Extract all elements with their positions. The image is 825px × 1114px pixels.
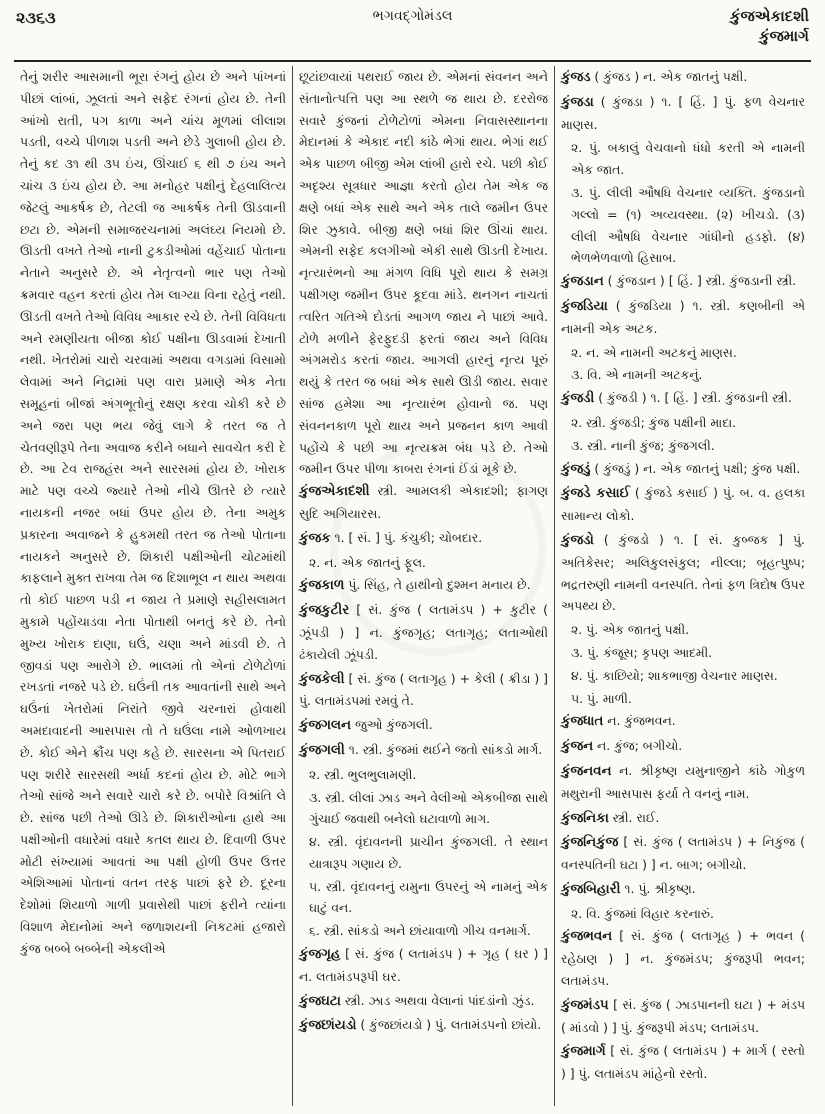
dictionary-entry <box>561 735 805 758</box>
definition: ( કુંજડું ) ન. એક જાતનું પક્ષી; કુંજ પક્ષી. <box>590 460 801 476</box>
sub-sense: ૪. સ્ત્રી. વૃંદાવનની પ્રાચીન કુંજગલી. તે સ્થાન યાત્રારૂપ ગણાય છે. <box>309 834 548 871</box>
headword: કુંજડો <box>561 532 594 548</box>
dictionary-entry <box>561 66 805 89</box>
headword: કુંજડિયા <box>561 298 608 314</box>
header-rule <box>14 60 811 62</box>
sub-sense: ૨. સ્ત્રી. કુંજડી; કુંજ પક્ષીની માદા. <box>571 414 737 430</box>
definition: જુઓ કુંજગલી. <box>351 717 433 733</box>
dictionary-entry <box>561 295 805 340</box>
guide-words <box>730 6 809 46</box>
headword: કુંજઘટા <box>299 993 341 1009</box>
dictionary-entry <box>561 831 805 876</box>
guide-word-last: કુંજમાર્ગ <box>759 27 809 45</box>
sub-sense: ૫. પું. માળી. <box>571 690 632 706</box>
definition: ( કુંજડે કસાઈ ) પું. બ. વ. હલકા સામાન્ય લોકો. <box>561 485 805 524</box>
definition: સ્ત્રી. રાઈ. <box>608 809 660 825</box>
definition: ૧. [ સં. ] પું. કંચુકી; ચોબદાર. <box>330 529 483 545</box>
dictionary-entry <box>561 1040 805 1085</box>
headword: કુંજડી <box>561 391 595 407</box>
headword: કુંજભવન <box>561 929 613 945</box>
headword: કુંજડ <box>561 70 591 85</box>
sub-sense: ૫. સ્ત્રી. વૃંદાવનનું યમુના ઉપરનું એ નામનું એક ઘાટું વન. <box>309 878 548 916</box>
headword: કુંજકુટીર <box>299 603 350 619</box>
sub-sense: ૩. સ્ત્રી. નાની કુંજ; કુંજગલી. <box>571 437 715 453</box>
headword: કુંજમાર્ગ <box>561 1044 606 1060</box>
dictionary-entry <box>299 480 548 525</box>
headword: કુંજનિકુંજ <box>561 835 619 851</box>
dictionary-entry <box>299 527 548 550</box>
definition: સ્ત્રી. ઝાડ અથવા વેલાનાં પાંદડાંનો ઝુંડ. <box>340 992 535 1008</box>
page-header <box>0 0 825 64</box>
headword: કુંજડા <box>561 94 594 110</box>
running-title: ભગવદ્ગોમંડલ <box>372 8 453 24</box>
definition: [ સં. કુંજ ( ઝાડપાનની ઘટા ) + મંડપ ( માંડવો ) ] પું. કુંજરૂપી મંડપ; લતામંડપ. <box>561 996 805 1035</box>
headword: કુંજધાત <box>561 714 604 730</box>
definition: ૧. સ્ત્રી. કુંજમાં થઈને જતો સાંકડો માર્ગ. <box>344 741 543 757</box>
headword: કુંજગલન <box>299 718 351 734</box>
dictionary-entry <box>561 91 805 136</box>
definition: [ સં. કુંજ ( લતામંડપ ) + કુટીર ( ઝૂંપડી ) ] ન. કુંજગૃહ; લતાગૃહ; લતાઓથી ઢંકાયેલી ઝૂંપડી. <box>299 602 548 662</box>
dictionary-entry <box>561 270 805 293</box>
definition: ( કુંજડો ) ૧. [ સં. કુબ્જક ] પું. અતિકેસર; અલિકુલસંકુલ; નીલ્લા; બૃહત્પુષ્પ; ભદ્રતરુણી નામની વનસ્પતિ. તેનાં ફળ ત્રિદોષ ઉપર અપથ્ય છે. <box>561 531 805 614</box>
definition: ૧. પું. શ્રીકૃષ્ણ. <box>620 880 696 896</box>
headword: કુંજનિકા <box>561 810 609 826</box>
sub-sense: ૩. સ્ત્રી. લીલાં ઝાડ અને વેલીઓ એકબીજા સાથે ગુંચાઈ જવાથી બનેલો ઘટાવાળો માગ. <box>309 789 548 827</box>
column-1-paragraph: તેનું શરીર આસમાની ભૂરા રંગનું હોય છે અને પાંખનાં પીછાં લાંબાં, ઝૂલતાં અને સફેદ રંગનાં હોય છે. તેની આંખો રાતી, પગ કાળા અને ચાંચ મૂળમાં લીલાશ પડતી, વચ્ચે પીળાશ પડતી અને છેડે ગુલાબી હોય છે. તેનું કદ ૩૧ થી ૩૫ ઇંચ, ઊંચાઈ ૬ થી ૭ ઇંચ અને ચાંચ ૩ ઇંચ હોય છે. આ મનોહર પક્ષીનું દેહલાલિત્ય જેટલું આકર્ષક છે, તેટલી જ આકર્ષક તેની ઊડવાની છટા છે. એમની સમાજરચનામાં અલંઘ્ય નિયમો છે. ઊડતી વખતે તેઓ નાની ટુકડીઓમાં વહેંચાઈ પોતાના નેતાને અનુસરે છે. એ નેતૃત્વનો ભાર પણ તેઓ ક્રમવાર વહન કરતાં હોય તેમ લાગ્યા વિના રહેતું નથી. ઊડતી વખતે તેઓ વિવિધ આકાર રચે છે. તેની વિવિધતા અને રમણીયતા બીજા કોઈ પક્ષીના ઊડવામાં દેખાતી નથી. ખેતરોમાં ચારો ચરવામાં અથવા વગડામાં વિસામો લેવામાં અને નિદ્રામાં પણ વારા પ્રમાણે એક નેતા સમૂહનાં બીજાં અંગભૂતોનું રક્ષણ કરવા ચોકી કરે છે અને જરા પણ ભય જેવું લાગે કે તરત જ તે ચેતવણીરૂપે તેના અવાજ કરીને બધાને સાવચેત કરી દે છે. આ ટેવ રાજહંસ અને સારસમાં હોય છે. ખોરાક માટે પણ વચ્ચે જ્યારે તેઓ નીચે ઊતરે છે ત્યારે નાયકની નજર બધાં ઉપર હોય છે. તેના અમુક પ્રકારના અવાજને કે હુકમથી તરત જ તેઓ પોતાના નાયકને અનુસરે છે. શિકારી પક્ષીઓની ચોટમાંથી કાફલાને મુક્ત રાખવા તેમ જ દિશાભૂલ ન થાય અથવા તો કોઈ પાછળ પડી ન જાય તે પ્રમાણે સહીસલામત મુકામે પહોંચાડવા નેતા પોતાથી બનતું કરે છે. તેનો મુખ્ય ખોરાક દાણા, ઘઉં, ચણા અને માંડવી છે. તે જીવડાં પણ આરોગે છે. ભાલમાં તો એનાં ટોળેટોળાં રખડતાં નજરે પડે છે. ઘઉંની તક આવતાંની સાથે અને ઘઉંનાં ખેતરોમાં નિરાંતે જીવે ચરનારાં હોવાથી અમદાવાદની આસપાસ તો તે ઘઉંલા નામે ઓળખાય છે. કોઈ એને ક્રૌંચ પણ કહે છે. સારસના એ પિતરાઈ પણ શરીરે સારસથી અર્ધા કદનાં હોય છે. મોટે ભાગે તેઓ સાંજે અને સવારે ચારો કરે છે. બપોરે વિશ્રાંતિ લે છે. સાંજ પછી તેઓ ઊડે છે. શિકારીઓના હાથે આ પક્ષીઓની વધારેમાં વધારે કતલ થાય છે. દિવાળી ઉપર મોટી સંખ્યામાં આવતાં આ પક્ષી હોળી ઉપર ઉત્તર એશિઆમાં પોતાનાં વતન તરફ પાછાં ફરે છે. દૂરના દેશોમાં શિયાળો ગાળી પ્રવાસેથી પાછાં ફરીને ત્યાંના વિશાળ મેદાનોમાં અને જળાશયની નિકટમાં હજારો કુંજ બબ્બે બબ્બેની એકલીએ <box>20 69 286 956</box>
sub-sense: ૩. પું. લીલી ઔષધિ વેચનાર વ્યક્તિ. કુંજડાનો ગલ્લો = (૧) અવ્યવસ્થા. (૨) ખીચડો. (૩) લીલી ઔષધિ વેચનાર ગાંધીનો હડફો. (૪) ભેળભેળવાળો હિસાબ. <box>571 184 805 266</box>
definition: [ સં. કુંજ ( લતામંડપ ) + માર્ગ ( રસ્તો ) ] પું. લતામંડપ માંહેનો રસ્તો. <box>561 1043 805 1082</box>
definition: પું. સિંહ, તે હાથીનો દુશ્મન મનાય છે. <box>344 577 531 593</box>
dictionary-entry <box>561 482 805 527</box>
headword: કુંજડાન <box>561 274 604 290</box>
definition: [ સં. કુંજ ( લતાગૃહ ) + ભવન ( રહેઠાણ ) ] ન. કુંજમંડપ; કુંજરૂપી ભવન; લતામંડપ. <box>561 928 805 989</box>
dictionary-entry <box>561 760 805 805</box>
headword: કુંજગલી <box>299 742 345 758</box>
sub-sense: ૨. સ્ત્રી. ભુલભુલામણી. <box>309 766 417 782</box>
definition: [ સં. કુંજ ( લતામંડપ ) + ગૃહ ( ઘર ) ] ન. લતામંડપરૂપી ઘર. <box>299 946 548 984</box>
guide-word-first: કુંજએકાદશી <box>729 7 809 25</box>
definition: ન. કુંજ; બગીચો. <box>593 738 683 754</box>
sub-sense: ૨. પું. બકાલું વેચવાનો ધંધો કરતી એ નામની એક જાત. <box>571 140 805 178</box>
sub-sense: ૬. સ્ત્રી. સાંકડો અને છાંયાવાળો ગીચ વનમાર્ગ. <box>309 923 531 939</box>
dictionary-entry <box>561 807 805 830</box>
definition: ( કુંજડા ) ૧. [ હિં. ] પું. ફળ વેચનાર માણસ. <box>561 93 805 132</box>
definition: ન. શ્રીકૃષ્ણ યમુનાજીને કાંઠે ગોકુળ મથુરાની આસપાસ ફર્યા તે વનનું નામ. <box>561 762 805 801</box>
dictionary-entry <box>561 925 805 991</box>
dictionary-entry <box>299 574 548 597</box>
dictionary-entry <box>299 714 548 737</box>
column-2 <box>292 66 554 1106</box>
definition: [ સં. કુંજ ( લતાગૃહ ) + કેલી ( ક્રીડા ) ] પું. લતામંડપમાં રમવું તે. <box>299 670 548 709</box>
headword: કુંજનવન <box>561 763 612 779</box>
headword: કુંજડું <box>561 461 591 477</box>
dictionary-entry <box>561 529 805 617</box>
definition: ( કુંજડ ) ન. એક જાતનું પક્ષી. <box>590 69 748 84</box>
sub-sense: ૨. વિ. કુંજમાં વિહાર કરનારું. <box>571 905 714 921</box>
definition: ( કુંજડિયા ) ૧. સ્ત્રી. કણબીની એ નામની એક અટક. <box>561 297 805 336</box>
sub-sense: ૨. ન. એક જાતનું ફૂલ. <box>309 554 426 570</box>
definition: ( કુંજછાંયડો ) પું. લતામંડપનો છાંયો. <box>356 1017 542 1033</box>
dictionary-entry <box>299 943 548 988</box>
definition: સ્ત્રી. આમલકી એકાદશી; ફાગણ સુદિ અગિયારસ. <box>299 483 548 521</box>
headword: કુંજબિહારી <box>561 881 621 897</box>
headword: કુંજમંડપ <box>561 997 609 1013</box>
definition: ( કુંજડી ) ૧. [ હિં. ] સ્ત્રી. કુંજડાની સ્ત્રી. <box>594 390 792 406</box>
definition: [ સં. કુંજ ( લતામંડપ ) + નિકુંજ ( વનસ્પતિની ઘટા ) ] ન. બાગ; બગીચો. <box>561 834 805 873</box>
dictionary-entry <box>561 458 805 481</box>
column-2-paragraph: છૂટાંછવાયાં પથરાઈ જાય છે. એમનાં સંવનન અને સંતાનોત્પત્તિ પણ આ સ્થળે જ થાય છે. દરરોજ સવારે કુંજનાં ટોળેટોળાં એમના નિવાસસ્થાનના મેદાનમાં કે એકાદ નદી કાંઠે ભેગાં થાય. ભેગાં થઈ એક પાછળ બીજી એમ લાંબી હારો રચે. પછી કોઈ અદૃશ્ય સૂત્રધાર આજ્ઞા કરતો હોય તેમ એક જ ક્ષણે બધાં એક સાથે અને એક તાલે જમીન ઉપર શિર ઝુકાવે. બીજી ક્ષણે બધાં શિર ઊંચાં થાય. એમની સફેદ કલગીઓ એકી સાથે ઊડતી દેખાય. નૃત્યારંભનો આ મંગળ વિધિ પૂરો થાય કે સમગ્ર પક્ષીગણ જમીન ઉપર કૂદવા માંડે. થનગન નાચતાં ત્વરિત ગતિએ દોડતાં આગળ જાય ને પાછાં આવે. ટોળે મળીને ફેરફુદડી ફરતાં જાય અને વિવિધ અંગમરોડ કરતાં જાય. આગલી હારનું નૃત્ય પૂરું થયું કે તરત જ બધાં એક સાથે ઊડી જાય. સવાર સાંજ હમેશા આ નૃત્યારંભ હોવાનો જ. પણ સંવનનકાળ પૂરો થાય અને પ્રજનન કાળ આવી પહોંચે કે પછી આ નૃત્યક્રમ બંધ પડે છે. તેઓ જમીન ઉપર પીળા કાબરા રંગનાં ઈંડાં મૂકે છે. <box>299 69 548 477</box>
dictionary-entry <box>561 710 805 733</box>
headword: કુંજકાળ <box>299 578 345 594</box>
headword: કુંજછાંયડો <box>299 1018 357 1034</box>
definition: ન. કુંજભવન. <box>603 713 676 729</box>
dictionary-entry <box>299 599 548 665</box>
headword: કુંજન <box>561 739 594 755</box>
page-number: ૨૩૬૩ <box>16 8 56 27</box>
headword: કુંજકેલી <box>299 671 345 687</box>
dictionary-entry <box>299 739 548 762</box>
column-3 <box>554 66 811 1106</box>
dictionary-entry <box>299 990 548 1013</box>
sub-sense: ૪. પું. કાછિયો; શાકભાજી વેચનાર માણસ. <box>571 667 778 683</box>
column-1 <box>14 66 292 1106</box>
dictionary-entry <box>561 878 805 901</box>
headword: કુંજક <box>299 530 331 546</box>
dictionary-entry <box>561 994 805 1039</box>
sub-sense: ૨. પું. એક જાતનું પક્ષી. <box>571 622 690 638</box>
sub-sense: ૩. પું. કંજૂસ; કૃપણ આદમી. <box>571 644 713 660</box>
definition: ( કુંજડાન ) [ હિં. ] સ્ત્રી. કુંજડાની સ્ત્રી. <box>603 273 797 289</box>
dictionary-entry <box>299 668 548 713</box>
dictionary-entry <box>299 1014 548 1037</box>
dictionary-entry <box>561 387 805 410</box>
sub-sense: ૨. ન. એ નામની અટકનું માણસ. <box>571 344 737 360</box>
headword: કુંજએકાદશી <box>299 484 370 500</box>
page-columns <box>14 66 811 1106</box>
headword: કુંજગૃહ <box>299 947 341 963</box>
sub-sense: ૩. વિ. એ નામની અટકનું. <box>571 367 703 383</box>
headword: કુંજડે કસાઈ <box>561 486 631 502</box>
